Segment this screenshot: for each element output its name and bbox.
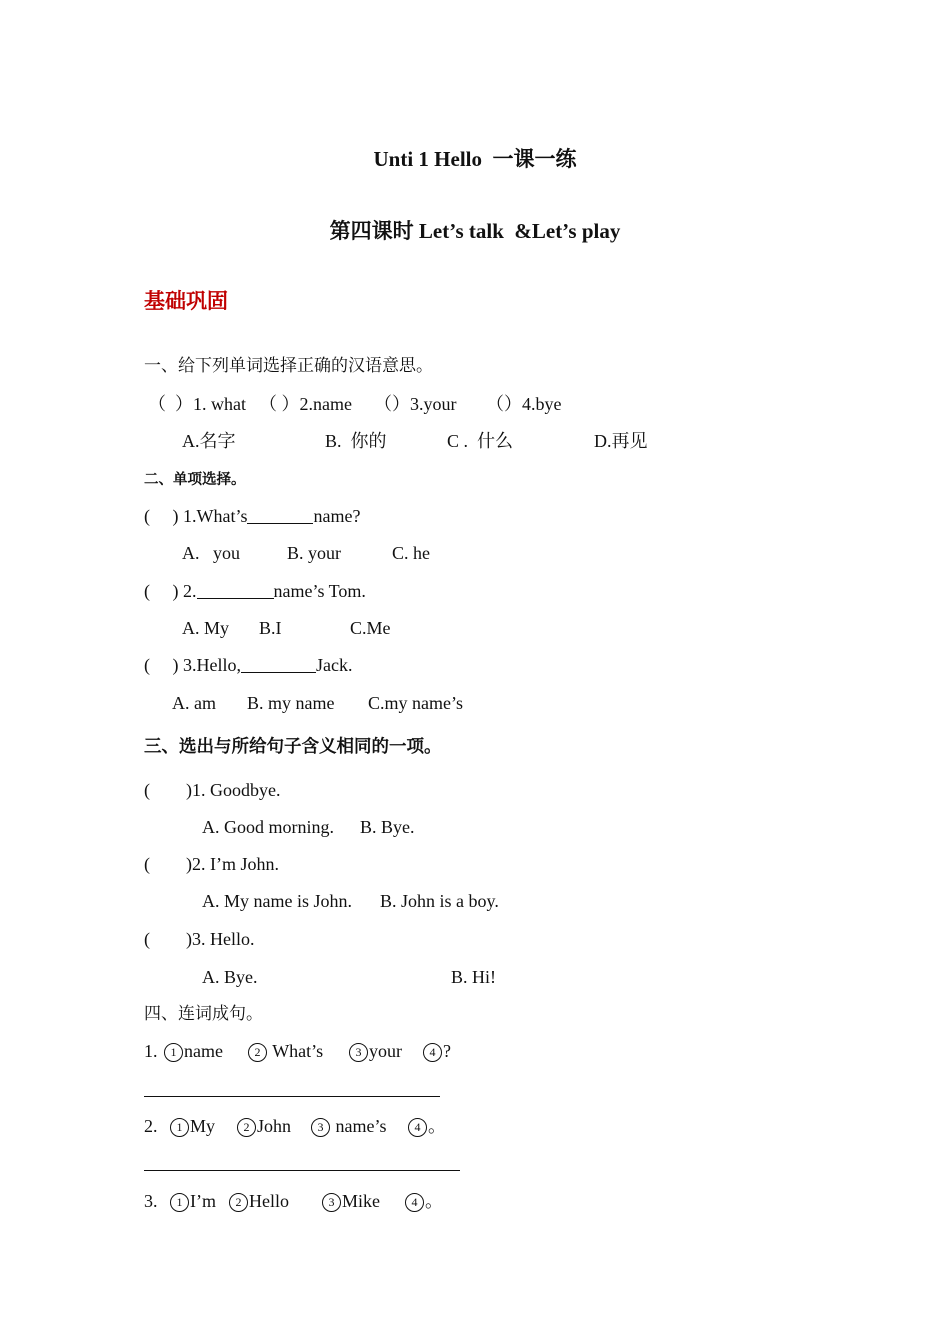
part1-heading: 一、给下列单词选择正确的汉语意思。: [144, 356, 433, 376]
s1-number: 1.: [144, 1041, 158, 1061]
answer-line-1[interactable]: [144, 1096, 440, 1097]
part1-item-4: （）4.bye: [486, 394, 562, 414]
part2-q3-option-b: B. my name: [247, 693, 335, 713]
part2-q2-option-c: C.Me: [350, 618, 391, 638]
part2-q2-option-a: A. My: [182, 618, 230, 638]
part2-q2-option-b: B.I: [259, 618, 282, 638]
part3-q1-option-a: A. Good morning.: [202, 817, 334, 837]
part4-heading: 四、连词成句。: [144, 1004, 263, 1024]
s2-number: 2.: [144, 1116, 158, 1136]
s2-word-1: 1 My: [170, 1115, 215, 1137]
s3-number: 3.: [144, 1191, 158, 1211]
part1-option-a: A.名字: [182, 431, 236, 451]
answer-blank: [247, 507, 313, 524]
part2-heading: 二、单项选择。: [144, 472, 246, 488]
part1-item-1: （ ）1. what: [148, 394, 246, 414]
part3-q2-option-a: A. My name is John.: [202, 891, 352, 911]
s1-word-1: 1 name: [164, 1040, 223, 1062]
s1-word-3: 3 your: [349, 1040, 402, 1062]
page-subtitle: 第四课时 Let’s talk &Let’s play: [329, 219, 621, 243]
part2-q1-option-c: C. he: [392, 543, 430, 563]
s3-word-2: 2 Hello: [229, 1190, 289, 1212]
part3-q2-option-b: B. John is a boy.: [380, 891, 499, 911]
part1-option-d: D.再见: [594, 431, 648, 451]
part1-item-2: （ ）2.name: [259, 394, 352, 414]
part1-option-b: B. 你的: [325, 431, 387, 451]
s1-word-2: 2 What’s: [248, 1040, 323, 1062]
part3-q2: ( )2. I’m John.: [144, 854, 279, 874]
part2-q1: ( ) 1.What’s name?: [144, 506, 361, 526]
part3-q1: ( )1. Goodbye.: [144, 780, 281, 800]
part3-q1-option-b: B. Bye.: [360, 817, 415, 837]
s3-word-4: 4 。: [405, 1190, 443, 1212]
part1-option-c: C . 什么: [447, 431, 514, 451]
part3-q3-option-b: B. Hi!: [451, 967, 496, 987]
part2-q3-option-a: A. am: [172, 693, 216, 713]
s2-word-3: 3 name’s: [311, 1115, 387, 1137]
answer-line-2[interactable]: [144, 1170, 460, 1171]
part2-q1-option-b: B. your: [287, 543, 341, 563]
part2-q3-option-c: C.my name’s: [368, 693, 463, 713]
part3-heading: 三、选出与所给句子含义相同的一项。: [144, 737, 442, 757]
part3-q3: ( )3. Hello.: [144, 929, 255, 949]
part2-q3: ( ) 3.Hello, Jack.: [144, 655, 353, 675]
s2-word-4: 4 。: [408, 1115, 446, 1137]
part3-q3-option-a: A. Bye.: [202, 967, 258, 987]
part2-q2: ( ) 2. name’s Tom.: [144, 581, 366, 601]
s3-word-1: 1 I’m: [170, 1190, 216, 1212]
part2-q1-option-a: A. you: [182, 543, 240, 563]
page-title: Unti 1 Hello 一课一练: [373, 147, 577, 171]
part1-item-3: （）3.your: [374, 394, 457, 414]
answer-blank: [241, 656, 316, 673]
answer-blank: [197, 582, 274, 599]
section-label: 基础巩固: [144, 289, 228, 313]
s1-word-4: 4 ?: [423, 1040, 451, 1062]
s3-word-3: 3 Mike: [322, 1190, 380, 1212]
s2-word-2: 2 John: [237, 1115, 291, 1137]
